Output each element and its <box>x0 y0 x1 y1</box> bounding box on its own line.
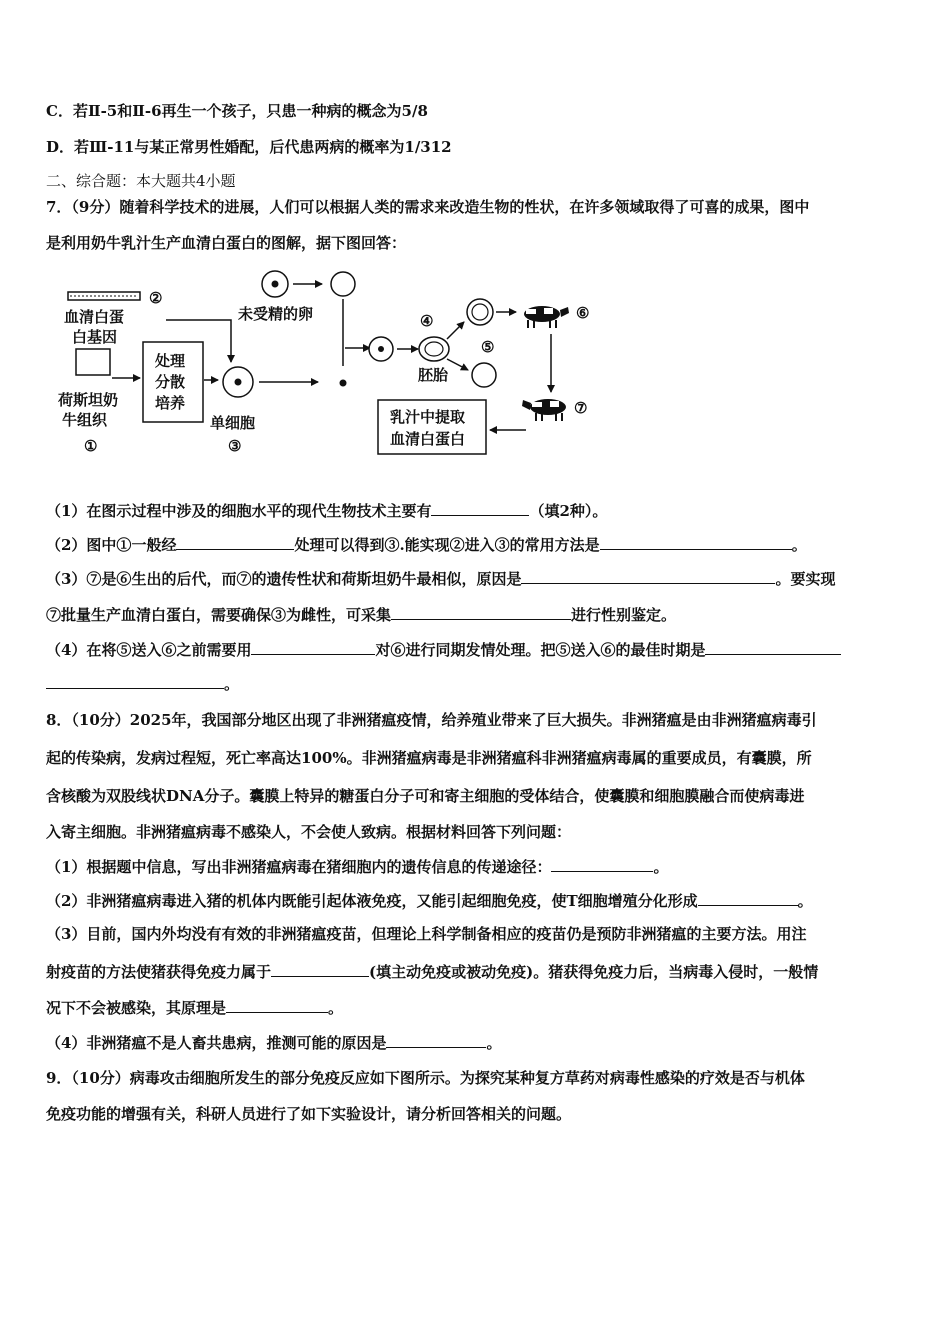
q8-intro-line-1: 8．（10分）2025年，我国部分地区出现了非洲猪瘟疫情，给养殖业带来了巨大损失。非洲猪瘟是由非洲猪瘟病毒引 <box>46 711 817 729</box>
label-gene-line-1: 血清白蛋 <box>64 308 125 326</box>
q8-part-3-line-3: 况下不会被感染，其原理是 。 <box>46 999 344 1017</box>
label-single-cell: 单细胞 <box>210 414 256 432</box>
q8-part-4: （4）非洲猪瘟不是人畜共患病，推测可能的原因是 。 <box>46 1034 502 1052</box>
label-egg: 未受精的卵 <box>238 305 314 323</box>
q9-intro-line-1: 9．（10分）病毒攻击细胞所发生的部分免疫反应如下图所示。为探究某种复方草药对病毒性感染的疗效是否与机体 <box>46 1069 805 1087</box>
cow-7-icon <box>522 399 566 421</box>
enucleated-egg <box>331 272 355 296</box>
label-cattle-line-2: 牛组织 <box>62 411 108 429</box>
box-process-line-1: 处理 <box>155 352 186 370</box>
q8-intro-line-2: 起的传染病，发病过程短，死亡率高达100%。非洲猪瘟病毒是非洲猪瘟科非洲猪瘟病毒属的重要成员，有囊膜，所 <box>46 749 812 767</box>
q7-part-4-line-1: （4）在将⑤送入⑥之前需要用 对⑥进行同期发情处理。把⑤送入⑥的最佳时期是 <box>46 639 906 660</box>
q8-part-2: （2）非洲猪瘟病毒进入猪的机体内既能引起体液免疫，又能引起细胞免疫，使T细胞增殖分化形成 。 <box>46 892 813 910</box>
num-5: ⑤ <box>481 338 495 356</box>
embryo-lower <box>472 363 496 387</box>
q7-part-3-line-2: ⑦批量生产血清白蛋白，需要确保③为雌性，可采集 进行性别鉴定。 <box>46 606 677 624</box>
q7-intro-line-1: 7．（9分）随着科学技术的进展，人们可以根据人类的需求来改造生物的性状，在许多领域取得了可喜的成果，图中 <box>46 198 810 216</box>
q7-intro-line-2: 是利用奶牛乳汁生产血清白蛋白的图解，据下图回答： <box>46 234 407 252</box>
num-6: ⑥ <box>576 304 590 322</box>
q8-intro-line-3: 含核酸为双股线状DNA分子。囊膜上特异的糖蛋白分子可和寄主细胞的受体结合，使囊膜和细胞膜融合而使病毒进 <box>46 787 805 805</box>
q8-part-3-line-1: （3）目前，国内外均没有有效的非洲猪瘟疫苗，但理论上科学制备相应的疫苗仍是预防非洲猪瘟的主要方法。用注 <box>46 925 807 943</box>
num-1: ① <box>84 437 98 455</box>
box-process-line-2: 分散 <box>155 373 186 391</box>
q7-part-4-line-2: 。 <box>46 673 906 694</box>
label-gene-line-2: 白基因 <box>72 328 118 346</box>
box-process-line-3: 培养 <box>155 394 186 412</box>
q8-intro-line-4: 入寄主细胞。非洲猪瘟病毒不感染人，不会使人致病。根据材料回答下列问题： <box>46 823 572 841</box>
q7-part-2: （2）图中①一般经 处理可以得到③.能实现②进入③的常用方法是 。 <box>46 536 807 554</box>
option-d: D．若Ⅲ-11与某正常男性婚配，后代患两病的概率为1/312 <box>46 138 452 156</box>
tissue-box <box>76 349 110 375</box>
q7-part-3-line-1: （3）⑦是⑥生出的后代，而⑦的遗传性状和荷斯坦奶牛最相似，原因是 。要实现 <box>46 570 836 588</box>
box-extract-line-2: 血清白蛋白 <box>390 430 466 448</box>
num-7: ⑦ <box>574 399 588 417</box>
label-cattle-line-1: 荷斯坦奶 <box>58 391 119 409</box>
q7-diagram <box>56 262 616 472</box>
box-extract-line-1: 乳汁中提取 <box>390 408 466 426</box>
q9-intro-line-2: 免疫功能的增强有关，科研人员进行了如下实验设计，请分析回答相关的问题。 <box>46 1105 572 1123</box>
nucleus-dot <box>340 380 347 387</box>
q8-part-3-line-2: 射疫苗的方法使猪获得免疫力属于 (填主动免疫或被动免疫)。猪获得免疫力后，当病毒入侵时，一般情 <box>46 963 819 981</box>
section-heading: 二、综合题：本大题共4小题 <box>46 172 236 190</box>
num-3: ③ <box>228 437 242 455</box>
q8-part-1: （1）根据题中信息，写出非洲猪瘟病毒在猪细胞内的遗传信息的传递途径： 。 <box>46 858 669 876</box>
option-c: C．若Ⅱ-5和Ⅱ-6再生一个孩子，只患一种病的概念为5/8 <box>46 102 428 120</box>
q7-part-1: （1）在图示过程中涉及的细胞水平的现代生物技术主要有 （填2种）。 <box>46 502 608 520</box>
cow-6-icon <box>524 306 569 328</box>
num-4: ④ <box>420 312 434 330</box>
num-2: ② <box>149 289 163 307</box>
label-embryo: 胚胎 <box>418 366 449 384</box>
